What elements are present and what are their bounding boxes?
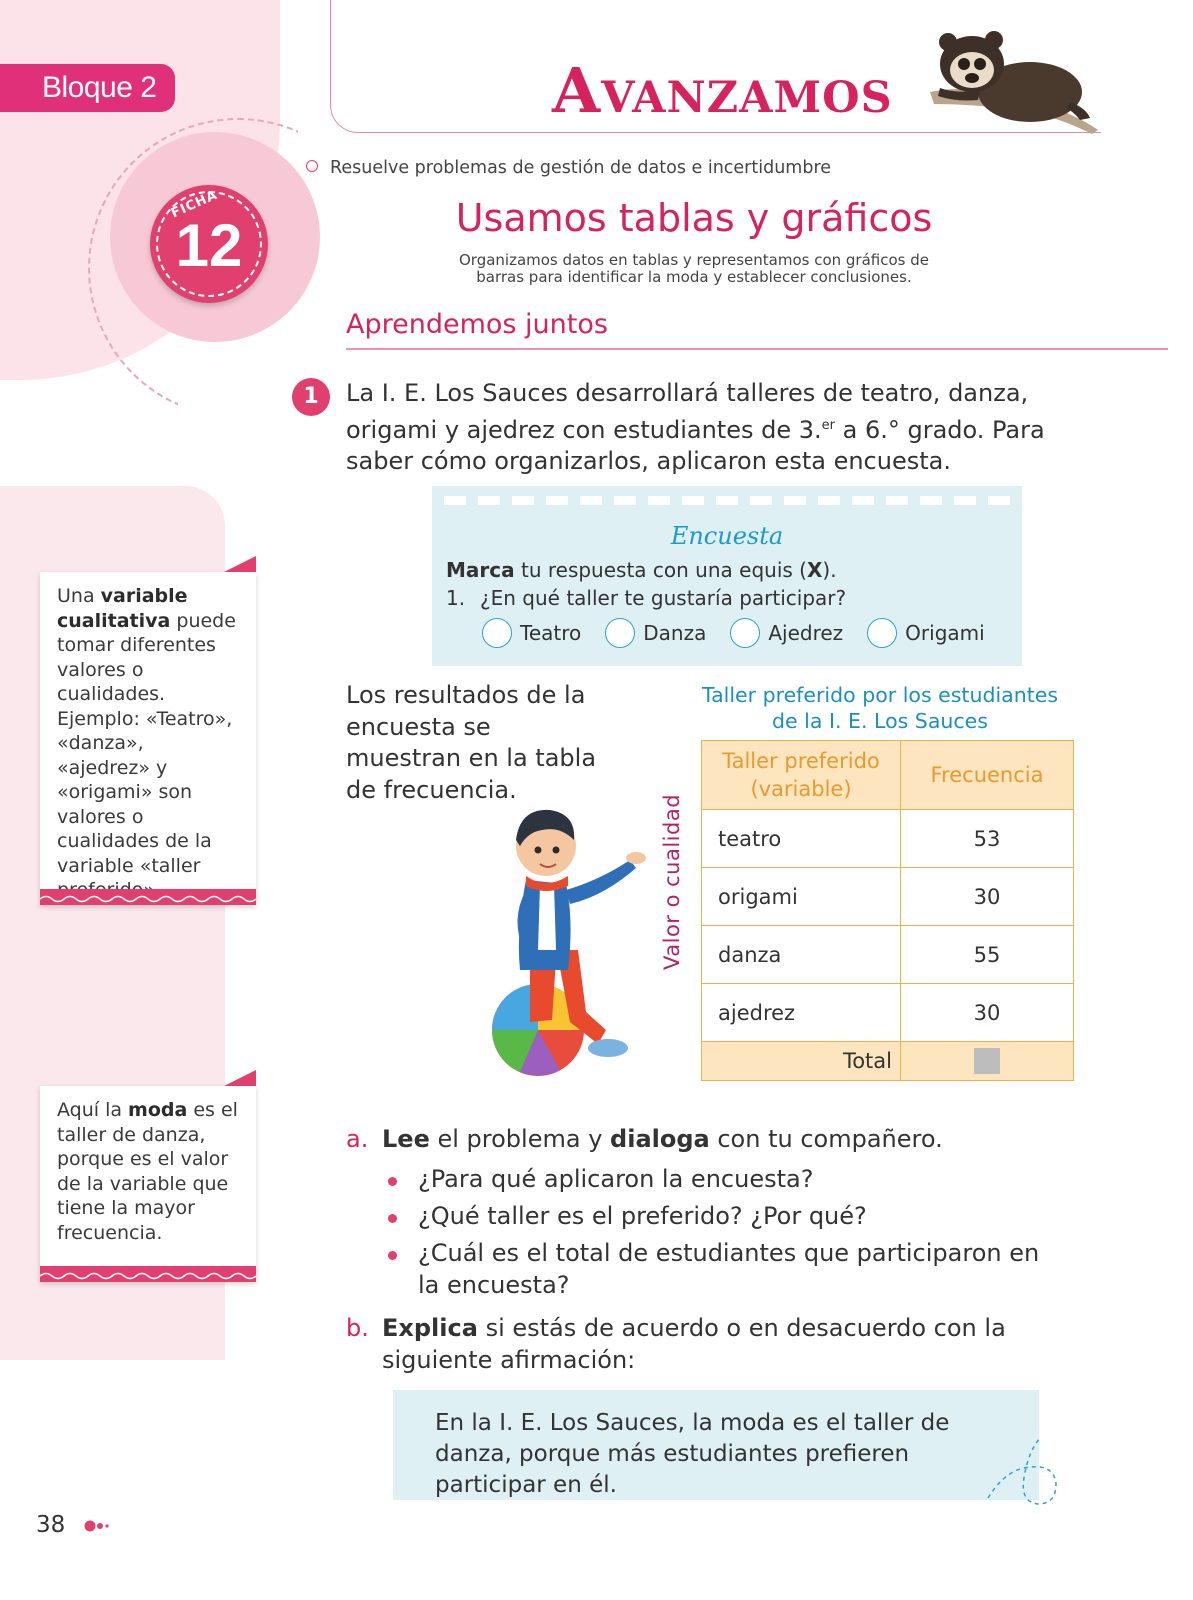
- note-text: puede tomar diferentes valores o cualidades. Ejemplo: «Teatro», «danza», «ajedrez» y «origami» son valores o cualidades de la variable «taller: [57, 609, 236, 877]
- question-a: [346, 1124, 943, 1156]
- question-b: [346, 1313, 1086, 1376]
- ficha-label: FICHA: [169, 187, 221, 222]
- question-a-label: a.: [346, 1125, 369, 1153]
- cell-frequency: 30: [901, 984, 1074, 1042]
- competency-line: [306, 158, 831, 178]
- note-bold: moda: [128, 1099, 188, 1121]
- note-flag: [224, 1070, 256, 1086]
- table-row: [702, 868, 1074, 926]
- problem-sup: er: [821, 417, 835, 433]
- section-name-text: Avanzamos: [552, 54, 893, 127]
- option-label: Origami: [905, 621, 985, 645]
- x-mark-icon: X: [806, 558, 823, 582]
- question-b-bold: Explica: [382, 1314, 478, 1342]
- note-wavy-border: [40, 889, 256, 905]
- question-a-text: el problema y: [429, 1125, 611, 1153]
- problem-text-part: La I. E. Los Sauces desarrollará talleres de teatro, danza, origami y ajedrez con estudiantes de 3.: [346, 379, 1029, 444]
- table-title: Taller preferido por los estudiantes de la I. E. Los Sauces: [701, 683, 1059, 733]
- page-subtitle: Organizamos datos en tablas y representamos con gráficos de barras para identificar la moda y establecer conclusiones.: [458, 251, 929, 286]
- question-number: 1.: [446, 586, 466, 610]
- question-text: ¿En qué taller te gustaría participar?: [480, 586, 847, 610]
- option-origami[interactable]: [867, 618, 985, 648]
- competency-text: Resuelve problemas de gestión de datos e incertidumbre: [330, 158, 832, 178]
- bullet-item: ¿Qué taller es el preferido? ¿Por qué?: [384, 1201, 1064, 1233]
- cell-variable: danza: [702, 926, 901, 984]
- radio-circle[interactable]: [482, 618, 512, 648]
- boy-on-ball-illustration: [490, 800, 650, 1080]
- radio-circle[interactable]: [605, 618, 635, 648]
- cell-frequency: 53: [901, 810, 1074, 868]
- option-label: Danza: [643, 621, 707, 645]
- question-a-bold: Lee: [382, 1125, 430, 1153]
- header-frequency: Frecuencia: [901, 741, 1074, 810]
- note-wavy-border: [40, 1266, 256, 1282]
- radio-circle[interactable]: [867, 618, 897, 648]
- cell-frequency: 30: [901, 868, 1074, 926]
- instruction-text: tu respuesta con una equis (: [514, 558, 807, 582]
- table-row: [702, 984, 1074, 1042]
- ficha-badge: [150, 185, 268, 303]
- statement-box: En la I. E. Los Sauces, la moda es el taller de danza, porque más estudiantes prefieren participar en él.: [393, 1390, 1039, 1500]
- dashed-loop-decoration: [984, 1432, 1064, 1512]
- section-name: [552, 54, 893, 127]
- cell-variable: origami: [702, 868, 901, 926]
- table-row: [702, 810, 1074, 868]
- option-ajedrez[interactable]: [730, 618, 843, 648]
- spectacled-bear-illustration: [920, 22, 1100, 134]
- block-tab: Bloque 2: [0, 64, 175, 112]
- bullet-item: ¿Cuál es el total de estudiantes que participaron en la encuesta?: [384, 1238, 1064, 1301]
- bullet-item: ¿Para qué aplicaron la encuesta?: [384, 1164, 1064, 1196]
- survey-question: [446, 586, 846, 610]
- instruction-bold: Marca: [446, 558, 515, 582]
- section-divider: [346, 348, 1168, 350]
- question-b-text: [382, 1313, 1072, 1376]
- total-label: Total: [702, 1042, 901, 1081]
- frequency-table: [701, 740, 1074, 1081]
- note-text: Una: [57, 585, 101, 607]
- problem-number-badge: 1: [292, 378, 330, 416]
- table-total-row: [702, 1042, 1074, 1081]
- radio-circle[interactable]: [730, 618, 760, 648]
- table-row: [702, 926, 1074, 984]
- section-heading: Aprendemos juntos: [346, 309, 608, 340]
- page-dots-icon: [84, 1519, 112, 1533]
- note-bold: variable cualitativa: [57, 585, 188, 632]
- option-label: Ajedrez: [768, 621, 844, 645]
- cell-frequency: 55: [901, 926, 1074, 984]
- cell-variable: ajedrez: [702, 984, 901, 1042]
- option-label: Teatro: [520, 621, 582, 645]
- problem-text-part: a 6.° grado. Para saber cómo organizarlos, aplicaron esta encuesta.: [346, 415, 1045, 475]
- instruction-end: ).: [822, 558, 837, 582]
- survey-dashes: [444, 496, 1010, 505]
- ficha-number: 12: [175, 212, 243, 279]
- question-a-bold: dialoga: [610, 1125, 710, 1153]
- note-text: Aquí la: [57, 1099, 129, 1121]
- note-text: es el taller de danza, porque es el valor de la variable que tiene la mayor frecuencia.: [57, 1099, 238, 1244]
- note-card-moda: [40, 1086, 256, 1282]
- survey-card: [432, 486, 1022, 666]
- survey-instruction: [446, 558, 837, 582]
- page-title: Usamos tablas y gráficos: [455, 196, 933, 240]
- bullet-circle-icon: [306, 160, 318, 172]
- problem-text: [346, 378, 1086, 478]
- question-a-text: con tu compañero.: [709, 1125, 943, 1153]
- question-b-rest: si estás de acuerdo o en desacuerdo con la siguiente afirmación:: [382, 1314, 1006, 1374]
- total-answer-box[interactable]: [901, 1042, 1074, 1081]
- survey-title: Encuesta: [670, 522, 784, 550]
- results-text: Los resultados de la encuesta se muestran en la tabla de frecuencia.: [346, 681, 597, 804]
- option-teatro[interactable]: [482, 618, 581, 648]
- survey-options: [482, 618, 1009, 648]
- header-variable: Taller preferido (variable): [702, 741, 901, 810]
- option-danza[interactable]: [605, 618, 706, 648]
- note-flag: [224, 556, 256, 572]
- side-label-text: Valor o cualidad: [660, 793, 684, 970]
- question-b-label: b.: [346, 1314, 369, 1342]
- answer-box[interactable]: [974, 1048, 1000, 1074]
- cell-variable: teatro: [702, 810, 901, 868]
- table-header-row: [702, 741, 1074, 810]
- page-number: 38: [36, 1512, 66, 1538]
- question-a-bullets: [384, 1164, 1064, 1307]
- note-card-variable: [40, 572, 256, 905]
